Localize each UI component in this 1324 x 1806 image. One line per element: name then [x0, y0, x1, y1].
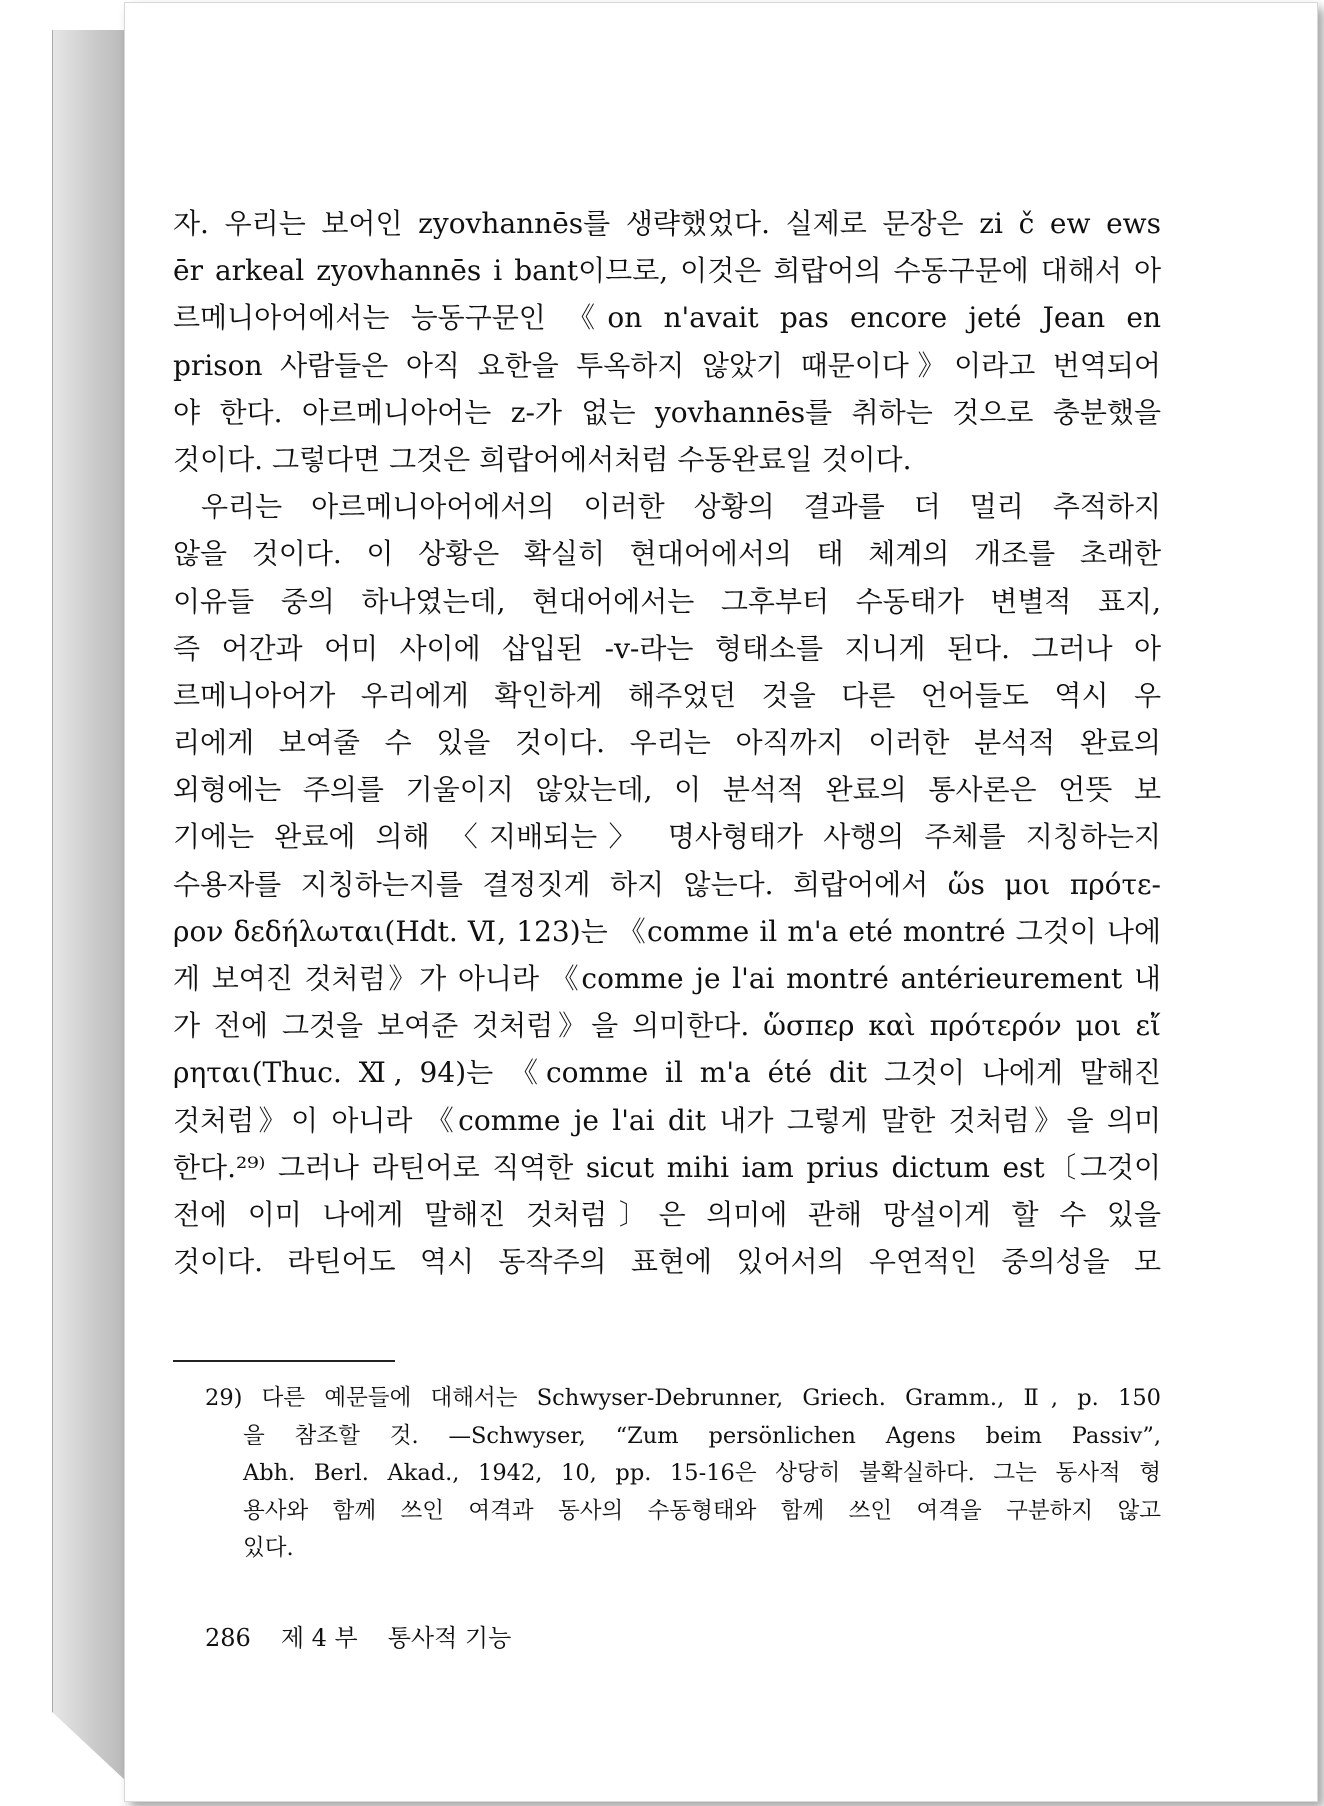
text-line: 야 한다. 아르메니아어는 z-가 없는 yovhannēs를 취하는 것으로 충분했을 — [173, 395, 1161, 429]
footnote-divider — [173, 1360, 395, 1362]
main-text — [173, 200, 1161, 1285]
text-line: 게 보여진 것처럼》가 아니라 《comme je l'ai montré antérieurement 내 — [173, 962, 1161, 995]
text-line: ρον δεδήλωται(Hdt. Ⅵ, 123)는 《comme il m'a eté montré 그것이 나에 — [173, 914, 1161, 948]
footnotes — [205, 1380, 1161, 1568]
text-line: 리에게 보여줄 수 있을 것이다. 우리는 아직까지 이러한 분석적 완료의 — [173, 726, 1161, 760]
text-line: 우리는 아르메니아어에서의 이러한 상황의 결과를 더 멀리 추적하지 — [201, 490, 1161, 524]
section-label: 통사적 기능 — [387, 1624, 512, 1652]
text-line: 가 전에 그것을 보여준 것처럼》을 의미한다. ὥσπερ καὶ πρότερόν μοι εἴ — [173, 1009, 1161, 1043]
book-spine — [52, 30, 127, 1782]
text-line: 전에 이미 나에게 말해진 것처럼〕은 의미에 관해 망설이게 할 수 있을 — [173, 1197, 1161, 1231]
footnote-line: 을 참조할 것. —Schwyser, “Zum persönlichen Agens beim Passiv”, — [243, 1422, 1161, 1449]
text-line: 르메니아어에서는 능동구문인 《on n'avait pas encore jeté Jean en — [173, 301, 1161, 335]
text-line: 자. 우리는 보어인 zyovhannēs를 생략했었다. 실제로 문장은 zi č ew ews — [173, 207, 1161, 240]
text-line: 것이다. 그렇다면 그것은 희랍어에서처럼 수동완료일 것이다. — [173, 442, 912, 476]
footnote-line: Abh. Berl. Akad., 1942, 10, pp. 15-16은 상당히 불확실하다. 그는 동사적 형 — [243, 1460, 1161, 1487]
page-number: 286 — [205, 1624, 251, 1652]
text-line: 않을 것이다. 이 상황은 확실히 현대어에서의 태 체계의 개조를 초래한 — [173, 537, 1161, 571]
text-line: prison 사람들은 아직 요한을 투옥하지 않았기 때문이다》이라고 번역되어 — [173, 348, 1161, 382]
text-line: 것처럼》이 아니라 《comme je l'ai dit 내가 그렇게 말한 것처럼》을 의미 — [173, 1103, 1161, 1137]
text-line: 기에는 완료에 의해 〈지배되는〉 명사형태가 사행의 주체를 지칭하는지 — [173, 820, 1161, 854]
text-line: 즉 어간과 어미 사이에 삽입된 -v-라는 형태소를 지니게 된다. 그러나 아 — [173, 631, 1161, 665]
text-line: 한다.²⁹⁾ 그러나 라틴어로 직역한 sicut mihi iam prius dictum est〔그것이 — [173, 1150, 1161, 1184]
footnote-line: 있다. — [243, 1535, 294, 1562]
text-line: 수용자를 지칭하는지를 결정짓게 하지 않는다. 희랍어에서 ὥs μοι πρότε- — [173, 867, 1161, 901]
text-line: 것이다. 라틴어도 역시 동작주의 표현에 있어서의 우연적인 중의성을 모 — [173, 1245, 1161, 1279]
text-line: ēr arkeal zyovhannēs i bant이므로, 이것은 희랍어의 수동구문에 대해서 아 — [173, 254, 1161, 288]
text-line: ρηται(Thuc. Ⅺ, 94)는 《comme il m'a été dit 그것이 나에게 말해진 — [173, 1056, 1161, 1090]
text-line: 이유들 중의 하나였는데, 현대어에서는 그후부터 수동태가 변별적 표지, — [173, 584, 1161, 618]
text-line: 외형에는 주의를 기울이지 않았는데, 이 분석적 완료의 통사론은 언뜻 보 — [173, 773, 1161, 807]
page-footer — [205, 1618, 511, 1658]
footnote-line: 용사와 함께 쓰인 여격과 동사의 수동형태와 함께 쓰인 여격을 구분하지 않고 — [243, 1497, 1161, 1524]
part-label: 제 4 부 — [280, 1624, 358, 1652]
text-line: 르메니아어가 우리에게 확인하게 해주었던 것을 다른 언어들도 역시 우 — [173, 678, 1161, 712]
footnote-line: 29) 다른 예문들에 대해서는 Schwyser-Debrunner, Griech. Gramm., Ⅱ, p. 150 — [205, 1385, 1161, 1411]
